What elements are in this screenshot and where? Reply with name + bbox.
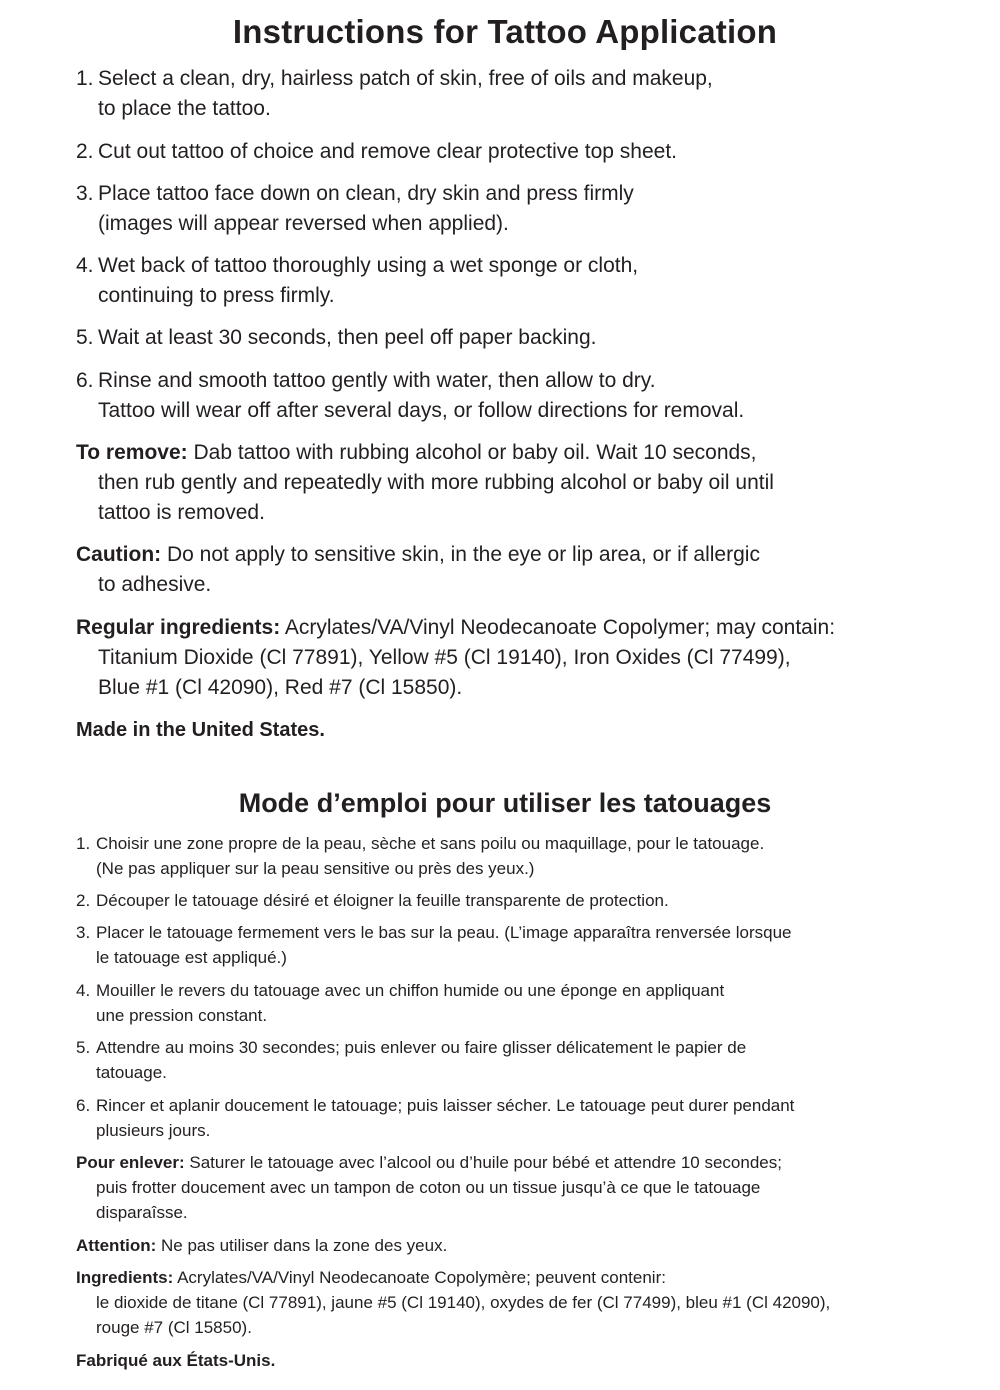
ingredients-label: Regular ingredients:: [76, 616, 281, 639]
french-title: Mode d’emploi pour utiliser les tatouages: [238, 788, 772, 818]
remove-label: Pour enlever:: [76, 1153, 185, 1172]
ingredients-label: Ingredients:: [76, 1268, 174, 1287]
english-step-2: [76, 137, 956, 167]
step-text: Mouiller le revers du tatouage avec un chiffon humide ou une éponge en appliquant: [96, 981, 725, 1000]
english-step-6: [76, 366, 956, 426]
step-text-continued: Tattoo will wear off after several days, or follow directions for removal.: [98, 399, 745, 422]
ingredients-text-continued: Blue #1 (Cl 42090), Red #7 (Cl 15850).: [98, 676, 463, 699]
remove-text-continued: then rub gently and repeatedly with more rubbing alcohol or baby oil until: [98, 471, 774, 494]
step-number: 5.: [76, 326, 94, 349]
remove-text-continued: puis frotter doucement avec un tampon de coton ou un tissue jusqu’à ce que le tatouage: [96, 1178, 761, 1197]
ingredients-text-continued: le dioxide de titane (Cl 77891), jaune #5 (Cl 19140), oxydes de fer (Cl 77499), bleu #1 (Cl 42090),: [96, 1293, 831, 1312]
french-ingredients-section: [76, 1265, 976, 1340]
step-text-continued: tatouage.: [96, 1063, 167, 1082]
french-step-5: [76, 1035, 956, 1085]
remove-text: Saturer le tatouage avec l’alcool ou d’huile pour bébé et attendre 10 secondes;: [184, 1153, 782, 1172]
step-number: 4.: [76, 981, 91, 1000]
french-remove-section: [76, 1150, 976, 1225]
english-ingredients-section: [76, 613, 976, 703]
step-number: 3.: [76, 923, 91, 942]
step-text: Place tattoo face down on clean, dry skin and press firmly: [98, 182, 634, 205]
remove-label: To remove:: [76, 441, 188, 464]
english-step-3: [76, 179, 956, 239]
english-step-1: [76, 64, 956, 124]
ingredients-text: Acrylates/VA/Vinyl Neodecanoate Copolymère; peuvent contenir:: [173, 1268, 666, 1287]
step-text: Rincer et aplanir doucement le tatouage; puis laisser sécher. Le tatouage peut durer pendant: [96, 1096, 795, 1115]
english-made-in: Made in the United States.: [76, 719, 325, 741]
french-step-1: [76, 831, 976, 881]
ingredients-text: Acrylates/VA/Vinyl Neodecanoate Copolymer; may contain:: [280, 616, 836, 639]
step-text-continued: (Ne pas appliquer sur la peau sensitive ou près des yeux.): [96, 859, 535, 878]
step-text: Select a clean, dry, hairless patch of skin, free of oils and makeup,: [98, 67, 713, 90]
attention-text: Ne pas utiliser dans la zone des yeux.: [156, 1236, 448, 1255]
step-number: 3.: [76, 182, 94, 205]
step-text: Choisir une zone propre de la peau, sèche et sans poilu ou maquillage, pour le tatouage.: [96, 834, 765, 853]
ingredients-text-continued: rouge #7 (Cl 15850).: [96, 1318, 252, 1337]
step-number: 1.: [76, 67, 94, 90]
step-text-continued: une pression constant.: [96, 1006, 268, 1025]
caution-label: Caution:: [76, 543, 162, 566]
step-number: 2.: [76, 891, 91, 910]
caution-text: Do not apply to sensitive skin, in the eye or lip area, or if allergic: [161, 543, 760, 566]
step-number: 6.: [76, 1096, 91, 1115]
attention-label: Attention:: [76, 1236, 157, 1255]
french-attention-section: [76, 1233, 956, 1258]
step-number: 6.: [76, 369, 94, 392]
step-text: Cut out tattoo of choice and remove clear protective top sheet.: [98, 140, 677, 163]
step-text-continued: (images will appear reversed when applied).: [98, 212, 509, 235]
step-text-continued: le tatouage est appliqué.): [96, 948, 287, 967]
english-step-4: [76, 251, 956, 311]
french-step-6: [76, 1093, 976, 1143]
french-step-2: [76, 888, 956, 913]
step-number: 4.: [76, 254, 94, 277]
step-number: 2.: [76, 140, 94, 163]
ingredients-text-continued: Titanium Dioxide (Cl 77891), Yellow #5 (Cl 19140), Iron Oxides (Cl 77499),: [98, 646, 791, 669]
step-text: Rinse and smooth tattoo gently with water, then allow to dry.: [98, 369, 656, 392]
step-text-continued: to place the tattoo.: [98, 97, 271, 120]
remove-text: Dab tattoo with rubbing alcohol or baby oil. Wait 10 seconds,: [187, 441, 757, 464]
remove-text-continued: tattoo is removed.: [98, 501, 265, 524]
caution-text-continued: to adhesive.: [98, 573, 212, 596]
step-number: 1.: [76, 834, 91, 853]
english-remove-section: [76, 438, 956, 528]
step-text: Placer le tatouage fermement vers le bas sur la peau. (L’image apparaîtra renversée lorsque: [96, 923, 792, 942]
english-step-5: [76, 323, 956, 353]
french-step-3: [76, 920, 976, 970]
english-title: Instructions for Tattoo Application: [232, 13, 778, 50]
step-text: Attendre au moins 30 secondes; puis enlever ou faire glisser délicatement le papier de: [96, 1038, 747, 1057]
french-made-in: Fabriqué aux États-Unis.: [76, 1351, 276, 1370]
step-number: 5.: [76, 1038, 91, 1057]
step-text-continued: continuing to press firmly.: [98, 284, 335, 307]
step-text-continued: plusieurs jours.: [96, 1121, 211, 1140]
english-caution-section: [76, 540, 956, 600]
step-text: Wet back of tattoo thoroughly using a wet sponge or cloth,: [98, 254, 639, 277]
remove-text-continued: disparaîsse.: [96, 1203, 188, 1222]
step-text: Wait at least 30 seconds, then peel off paper backing.: [98, 326, 597, 349]
french-step-4: [76, 978, 956, 1028]
step-text: Découper le tatouage désiré et éloigner la feuille transparente de protection.: [96, 891, 669, 910]
